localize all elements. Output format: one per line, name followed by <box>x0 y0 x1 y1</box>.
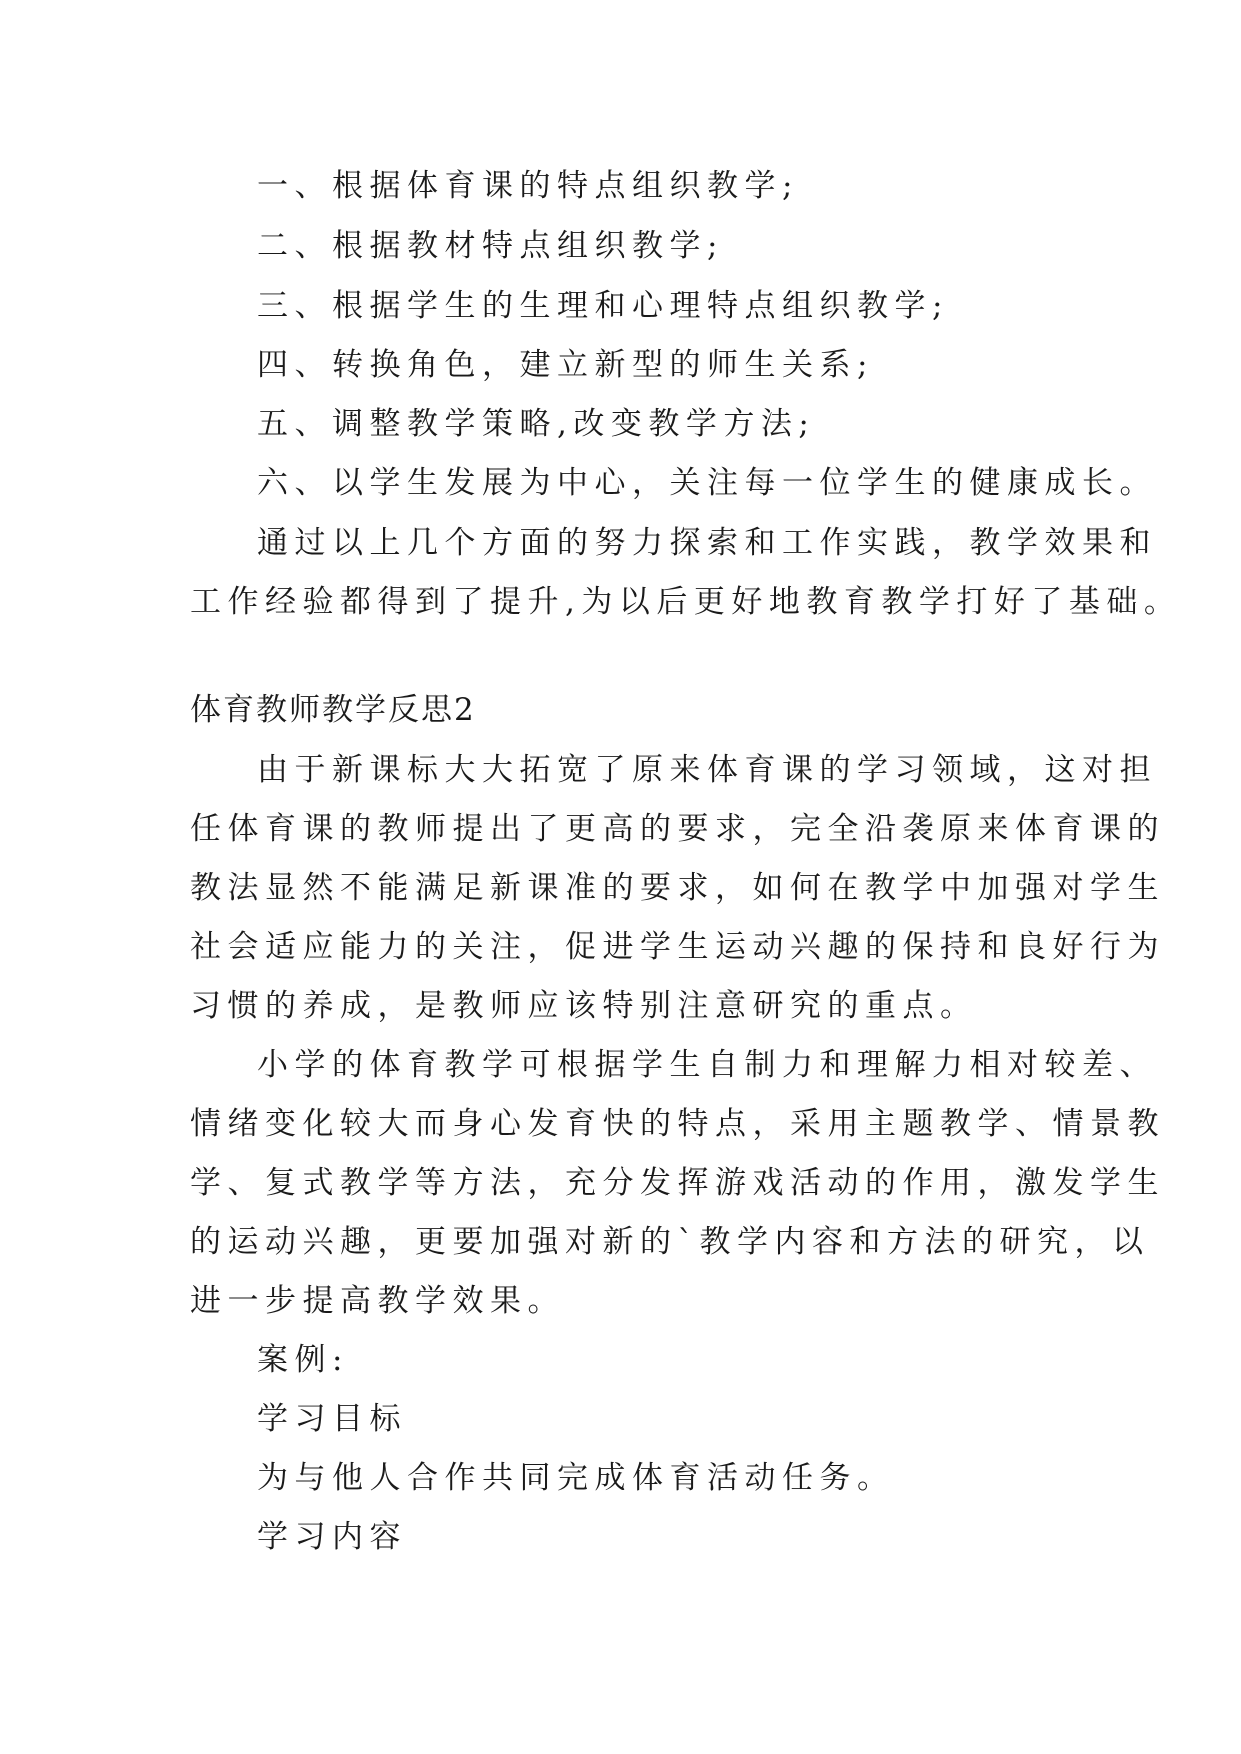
paragraph1-line-4: 社会适应能力的关注，促进学生运动兴趣的保持和良好行为 <box>190 929 1165 965</box>
objective-text: 为与他人合作共同完成体育活动任务。 <box>257 1460 895 1496</box>
paragraph1-line-5: 习惯的养成，是教师应该特别注意研究的重点。 <box>190 988 978 1024</box>
summary-line-1: 通过以上几个方面的努力探索和工作实践，教学效果和 <box>257 525 1157 561</box>
list-item-6: 六、以学生发展为中心，关注每一位学生的健康成长。 <box>257 465 1157 501</box>
section-heading: 体育教师教学反思2 <box>190 692 476 728</box>
summary-line-2: 工作经验都得到了提升,为以后更好地教育教学打好了基础。 <box>190 584 1182 620</box>
content-heading: 学习内容 <box>257 1519 407 1555</box>
paragraph1-line-3: 教法显然不能满足新课准的要求，如何在教学中加强对学生 <box>190 870 1165 906</box>
list-item-1: 一、根据体育课的特点组织教学; <box>257 168 799 204</box>
paragraph2-line-3: 学、复式教学等方法，充分发挥游戏活动的作用，激发学生 <box>190 1165 1165 1201</box>
paragraph2-line-1: 小学的体育教学可根据学生自制力和理解力相对较差、 <box>257 1047 1157 1083</box>
paragraph2-line-5: 进一步提高教学效果。 <box>190 1283 565 1319</box>
case-label: 案例: <box>257 1342 349 1378</box>
objective-heading: 学习目标 <box>257 1401 407 1437</box>
list-item-5: 五、调整教学策略,改变教学方法; <box>257 406 816 442</box>
paragraph1-line-2: 任体育课的教师提出了更高的要求，完全沿袭原来体育课的 <box>190 811 1165 847</box>
list-item-2: 二、根据教材特点组织教学; <box>257 228 724 264</box>
list-item-4: 四、转换角色，建立新型的师生关系; <box>257 347 874 383</box>
paragraph2-line-2: 情绪变化较大而身心发育快的特点，采用主题教学、情景教 <box>190 1106 1165 1142</box>
paragraph2-line-4: 的运动兴趣，更要加强对新的`教学内容和方法的研究，以 <box>190 1224 1150 1260</box>
paragraph1-line-1: 由于新课标大大拓宽了原来体育课的学习领域，这对担 <box>257 752 1157 788</box>
list-item-3: 三、根据学生的生理和心理特点组织教学; <box>257 288 949 324</box>
